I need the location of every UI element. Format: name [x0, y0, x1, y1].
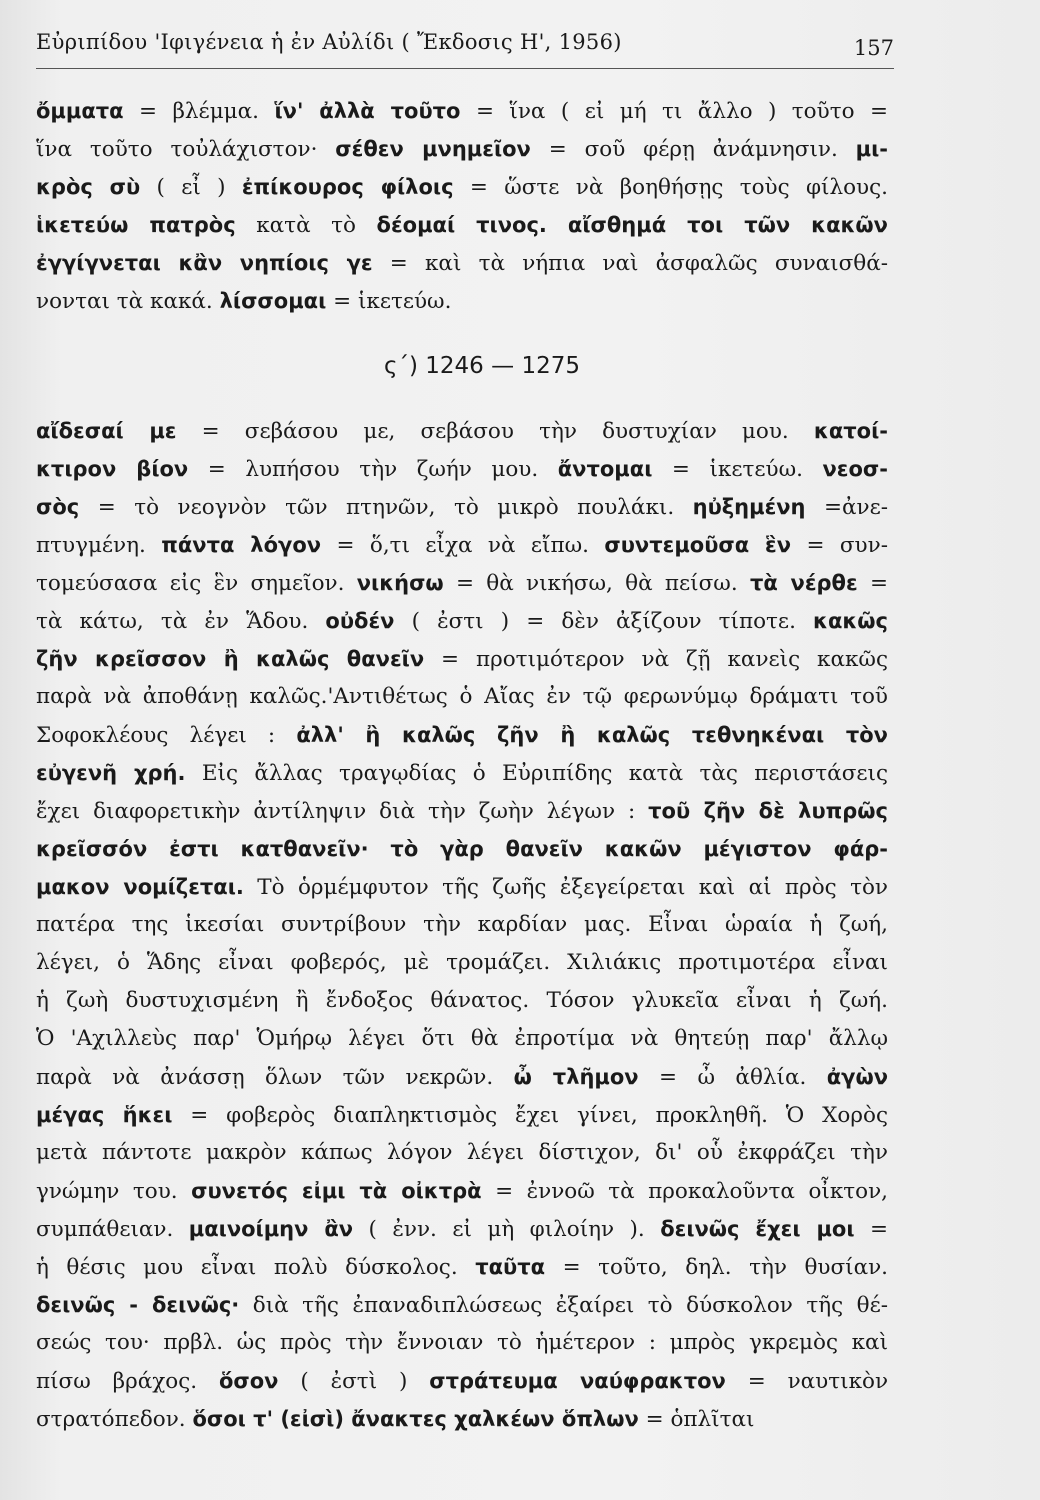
- text-line: [36, 1248, 888, 1286]
- gloss-text: λέγει, ὁ Ἅδης εἶναι φοβερός, μὲ τρομάζει. Χιλιάκις προτιμοτέρα εἶναι: [36, 950, 888, 975]
- text-line: [36, 1020, 888, 1058]
- gloss-text: = θὰ νικήσω, θὰ πείσω.: [443, 571, 750, 596]
- header-rule: [36, 68, 894, 69]
- lemma: ὄμματα: [36, 99, 124, 123]
- lemma: κατοί-: [813, 419, 888, 443]
- lemma: κρεῖσσόν ἐστι κατθανεῖν· τὸ γὰρ θανεῖν κακῶν μέγιστον φάρ-: [36, 837, 888, 861]
- gloss-text: ( ἐστι ) = δὲν ἀξίζουν τίποτε.: [394, 609, 814, 634]
- gloss-text: = σεβάσου με, σεβάσου τὴν δυστυχίαν μου.: [176, 419, 814, 444]
- gloss-text: = φοβερὸς διαπληκτισμὸς ἔχει γίνει, προκληθῆ. Ὁ Χορὸς: [172, 1103, 888, 1128]
- text-line: [36, 1400, 888, 1438]
- gloss-text: παρὰ νὰ ἀποθάνῃ καλῶς.'Αντιθέτως ὁ Αἴας ἐν τῷ φερωνύμῳ δράματι τοῦ: [36, 684, 888, 709]
- gloss-text: σεώς του· πρβλ. ὡς πρὸς τὴν ἔννοιαν τὸ ἡμέτερον : μπρὸς γκρεμὸς καὶ: [36, 1330, 888, 1355]
- lemma: τὰ νέρθε: [749, 571, 858, 595]
- gloss-text: = ἱκετεύω.: [652, 457, 823, 482]
- text-line: [36, 282, 888, 320]
- text-line: [36, 450, 888, 488]
- text-line: [36, 982, 888, 1020]
- lemma: τοῦ ζῆν δὲ λυπρῶς: [648, 799, 888, 823]
- gloss-text: = τὸ νεογνὸν τῶν πτηνῶν, τὸ μικρὸ πουλάκι.: [79, 495, 693, 520]
- gloss-text: κατὰ τὸ: [235, 213, 377, 238]
- lemma: κρὸς σὺ: [36, 175, 141, 199]
- lemma: νικήσω: [356, 571, 444, 595]
- lemma: ἵν' ἀλλὰ τοῦτο: [274, 99, 461, 123]
- gloss-text: Τὸ ὁρμέμφυτον τῆς ζωῆς ἐξεγείρεται καὶ αἱ πρὸς τὸν: [243, 875, 888, 900]
- lemma: νεοσ-: [822, 457, 888, 481]
- text-line: [36, 754, 888, 792]
- gloss-text: = ὅ,τι εἶχα νὰ εἴπω.: [321, 533, 605, 558]
- text-line: [36, 640, 888, 678]
- lemma: στράτευμα ναύφρακτον: [429, 1369, 726, 1393]
- text-line: [36, 602, 888, 640]
- text-line: [36, 678, 888, 716]
- gloss-text: = ὥστε νὰ βοηθήσῃς τοὺς φίλους.: [453, 175, 888, 200]
- gloss-text: = τοῦτο, δηλ. τὴν θυσίαν.: [545, 1255, 888, 1280]
- running-head: [36, 28, 894, 64]
- text-line: [36, 412, 888, 450]
- gloss-text: πίσω βράχος.: [36, 1369, 219, 1394]
- text-line: [36, 792, 888, 830]
- lemma: συντεμοῦσα ἓν: [604, 533, 792, 557]
- gloss-text: στρατόπεδον.: [36, 1407, 193, 1432]
- gloss-text: Ὁ 'Αχιλλεὺς παρ' Ὁμήρῳ λέγει ὅτι θὰ ἐπροτίμα νὰ θητεύῃ παρ' ἄλλῳ: [36, 1026, 888, 1051]
- page-number: 157: [853, 36, 894, 60]
- gloss-text: ἔχει διαφορετικὴν ἀντίληψιν διὰ τὴν ζωὴν λέγων :: [36, 799, 649, 824]
- gloss-text: = σοῦ φέρῃ ἀνάμνησιν.: [530, 137, 856, 162]
- gloss-text: μετὰ πάντοτε μακρὸν κάπως λόγον λέγει δίστιχον, δι' οὗ ἐκφράζει τὴν: [36, 1140, 888, 1165]
- text-line: [36, 564, 888, 602]
- lemma: ἐπίκουρος φίλοις: [241, 175, 454, 199]
- lemma: μαινοίμην ἂν: [188, 1217, 354, 1241]
- text-line: [36, 906, 888, 944]
- lemma: δέομαί τινος. αἴσθημά τοι τῶν κακῶν: [376, 213, 888, 237]
- lemma: συνετός εἰμι τὰ οἰκτρὰ: [191, 1179, 482, 1203]
- lemma: ηὐξημένη: [692, 495, 806, 519]
- text-line: [36, 488, 888, 526]
- gloss-text: πτυγμένη.: [36, 533, 162, 558]
- gloss-text: παρὰ νὰ ἀνάσσῃ ὅλων τῶν νεκρῶν.: [36, 1065, 514, 1090]
- gloss-text: = λυπήσου τὴν ζωήν μου.: [188, 457, 558, 482]
- gloss-text: Εἰς ἄλλας τραγῳδίας ὁ Εὐριπίδης κατὰ τὰς περιστάσεις: [185, 761, 888, 786]
- gloss-text: ἡ ζωὴ δυστυχισμένη ἢ ἔνδοξος θάνατος. Τόσον γλυκεῖα εἶναι ἡ ζωή.: [36, 988, 888, 1013]
- commentary-text: [36, 92, 888, 1438]
- section-heading: ς΄) 1246 — 1275: [384, 353, 580, 379]
- lemma: κακῶς: [813, 609, 888, 633]
- text-line: [36, 244, 888, 282]
- lemma: ταῦτα: [475, 1255, 546, 1279]
- text-line: [36, 526, 888, 564]
- text-line: [36, 1362, 888, 1400]
- text-line: [36, 1286, 888, 1324]
- gloss-text: = ἵνα ( εἰ μή τι ἄλλο ) τοῦτο =: [460, 99, 889, 124]
- lemma: ζῆν κρεῖσσον ἢ καλῶς θανεῖν: [36, 647, 425, 671]
- gloss-text: τομεύσασα εἰς ἓν σημεῖον.: [36, 571, 357, 596]
- lemma: κτιρον βίον: [36, 457, 189, 481]
- lemma: λίσσομαι: [219, 289, 327, 313]
- gloss-text: = καὶ τὰ νήπια ναὶ ἀσφαλῶς συναισθά-: [372, 251, 888, 276]
- gloss-text: =ἀνε-: [805, 495, 888, 520]
- gloss-text: ( εἶ ): [140, 175, 242, 200]
- text-line: [36, 830, 888, 868]
- lemma: ἀγὼν: [826, 1065, 889, 1089]
- gloss-text: = συν-: [791, 533, 888, 558]
- gloss-text: νονται τὰ κακά.: [36, 289, 220, 314]
- gloss-text: = ὁπλῖται: [638, 1407, 755, 1432]
- text-line: [36, 168, 888, 206]
- lemma: ἀλλ' ἢ καλῶς ζῆν ἢ καλῶς τεθνηκέναι τὸν: [296, 723, 888, 747]
- text-line: [36, 1324, 888, 1362]
- gloss-text: τὰ κάτω, τὰ ἐν Ἅδου.: [36, 609, 326, 634]
- lemma: δεινῶς ἔχει μοι: [660, 1217, 855, 1241]
- text-line: [36, 1058, 888, 1096]
- gloss-text: πατέρα της ἱκεσίαι συντρίβουν τὴν καρδίαν μας. Εἶναι ὡραία ἡ ζωή,: [36, 912, 888, 937]
- gloss-text: =: [854, 1217, 888, 1242]
- lemma: δεινῶς - δεινῶς·: [36, 1293, 240, 1317]
- lemma: ὦ τλῆμον: [513, 1065, 639, 1089]
- lemma: πάντα λόγον: [161, 533, 322, 557]
- gloss-text: ἡ θέσις μου εἶναι πολὺ δύσκολος.: [36, 1255, 476, 1280]
- text-line: [36, 1096, 888, 1134]
- gloss-text: διὰ τῆς ἐπαναδιπλώσεως ἐξαίρει τὸ δύσκολον τῆς θέ-: [239, 1293, 888, 1318]
- lemma: ἐγγίγνεται κἂν νηπίοις γε: [36, 251, 373, 275]
- lemma: οὐδέν: [325, 609, 395, 633]
- lemma: σὸς: [36, 495, 80, 519]
- paragraph-2: [36, 412, 888, 1438]
- text-line: [36, 716, 888, 754]
- gloss-text: ( ἐνν. εἰ μὴ φιλοίην ).: [353, 1217, 661, 1242]
- lemma: μι-: [855, 137, 889, 161]
- running-head-title: Εὐριπίδου 'Ιφιγένεια ἡ ἐν Αὐλίδι ( Ἔκδοσις Η', 1956): [36, 30, 622, 54]
- gloss-text: Σοφοκλέους λέγει :: [36, 723, 297, 748]
- lemma: ἱκετεύω πατρὸς: [36, 213, 236, 237]
- gloss-text: = προτιμότερον νὰ ζῇ κανεὶς κακῶς: [424, 647, 888, 672]
- text-line: [36, 206, 888, 244]
- text-line: [36, 1134, 888, 1172]
- gloss-text: = ὦ ἀθλία.: [638, 1065, 827, 1090]
- lemma: μακον νομίζεται.: [36, 875, 244, 899]
- lemma: σέθεν μνημεῖον: [335, 137, 531, 161]
- paragraph-1: [36, 92, 888, 320]
- lemma: εὐγενῆ χρή.: [36, 761, 186, 785]
- text-line: [36, 1210, 888, 1248]
- gloss-text: ἵνα τοῦτο τοὐλάχιστον·: [36, 137, 336, 162]
- gloss-text: γνώμην του.: [36, 1179, 192, 1204]
- gloss-text: =: [857, 571, 888, 596]
- text-line: [36, 944, 888, 982]
- gloss-text: = βλέμμα.: [123, 99, 275, 124]
- text-line: [36, 868, 888, 906]
- lemma: αἴδεσαί με: [36, 419, 177, 443]
- lemma: μέγας ἥκει: [36, 1103, 173, 1127]
- gloss-text: συμπάθειαν.: [36, 1217, 189, 1242]
- gloss-text: = ἱκετεύω.: [326, 289, 452, 314]
- gloss-text: = ναυτικὸν: [725, 1369, 889, 1394]
- lemma: ὅσον: [218, 1369, 279, 1393]
- text-line: [36, 1172, 888, 1210]
- lemma: ὅσοι τ' (εἰσὶ) ἄνακτες χαλκέων ὅπλων: [192, 1407, 639, 1431]
- lemma: ἄντομαι: [557, 457, 653, 481]
- gloss-text: = ἐννοῶ τὰ προκαλοῦντα οἶκτον,: [481, 1179, 889, 1204]
- gloss-text: ( ἐστὶ ): [278, 1369, 430, 1394]
- text-line: [36, 130, 888, 168]
- text-line: [36, 92, 888, 130]
